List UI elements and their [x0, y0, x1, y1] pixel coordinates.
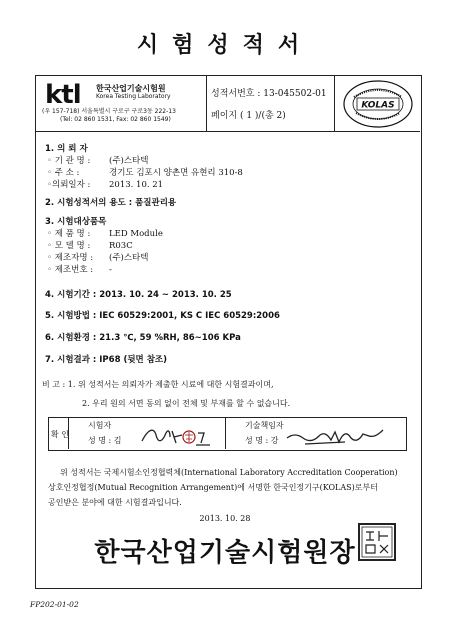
ktl-logo: ktl — [45, 80, 81, 110]
official-seal-icon — [357, 522, 397, 562]
page-indicator: 페이지 ( 1 )/(총 2) — [211, 111, 286, 121]
issue-date: 2013. 10. 28 — [199, 514, 251, 523]
client-row: ◦ 기 관 명 : (주)스타텍 — [47, 156, 149, 166]
client-row: ◦ 주 소 : 경기도 김포시 양촌면 유현리 310-8 — [47, 168, 243, 178]
tester-role: 시험자 — [88, 421, 112, 430]
confirmation-divider — [225, 418, 226, 449]
header-cert-cell — [206, 76, 335, 132]
tester-name: 성 명 : 김 — [88, 436, 122, 445]
product-row: ◦ 제조번호 : - — [47, 265, 112, 275]
manager-name: 성 명 : 강 — [245, 436, 279, 445]
statement-line-2: 상호인정협정(Mutual Recognition Arrangement)에 서명한 한국인정기구(KOLAS)로부터 — [48, 483, 378, 492]
statement-line-1: 위 성적서는 국제시험소인정협력체(International Laboratory Accreditation Cooperation) — [60, 468, 398, 477]
section-test-method: 5. 시험방법 : IEC 60529:2001, KS C IEC 60529:2006 — [45, 311, 280, 321]
section-test-period: 4. 시험기간 : 2013. 10. 24 ~ 2013. 10. 25 — [45, 290, 232, 300]
kolas-text: KOLAS — [361, 100, 395, 111]
kolas-mark-icon — [340, 79, 416, 129]
form-number: FP202-01-02 — [30, 600, 79, 609]
product-row: ◦ 제 품 명 : LED Module — [47, 229, 163, 239]
section-test-environment: 6. 시험환경 : 21.3 ℃, 59 %RH, 86~106 KPa — [45, 333, 241, 343]
issuer-name: 한국산업기술시험원장 — [94, 538, 356, 568]
manager-role: 기술책임자 — [245, 421, 284, 430]
org-tel-fax: (Tel: 02 860 1531, Fax: 02 860 1549) — [60, 116, 171, 123]
section-product-title: 3. 시험대상품목 — [45, 217, 107, 227]
remarks-line-1: 비 고 : 1. 위 성적서는 의뢰자가 제출한 시료에 대한 시험결과이며, — [42, 380, 274, 389]
section-purpose: 2. 시험성적서의 용도 : 품질관리용 — [45, 198, 177, 208]
confirm-label: 확 인 — [51, 430, 69, 439]
org-name-english: Korea Testing Laboratory — [96, 93, 171, 100]
certificate-number: 성적서번호 : 13-045502-01 — [211, 89, 327, 99]
section-test-result: 7. 시험결과 : IP68 (뒷면 참조) — [45, 355, 168, 365]
header-divider — [36, 131, 420, 132]
document-title: 시험성적서 — [136, 33, 314, 58]
org-name-korean: 한국산업기술시험원 — [96, 84, 166, 93]
product-row: ◦ 제조자명 : (주)스타텍 — [47, 253, 149, 263]
client-row: ◦의뢰일자 : 2013. 10. 21 — [47, 180, 164, 190]
statement-line-3: 공인받은 분야에 대한 시험결과입니다. — [48, 498, 182, 507]
org-address: (우 157-718) 서울특별시 구로구 구로3동 222-13 — [42, 108, 176, 115]
manager-signature-icon — [285, 424, 385, 448]
section-client-title: 1. 의 뢰 자 — [45, 144, 88, 154]
tester-signature-icon — [140, 423, 215, 449]
product-row: ◦ 모 델 명 : R03C — [47, 241, 133, 251]
remarks-line-2: 2. 우리 원의 서면 동의 없이 전체 및 부재를 할 수 없습니다. — [82, 399, 291, 408]
